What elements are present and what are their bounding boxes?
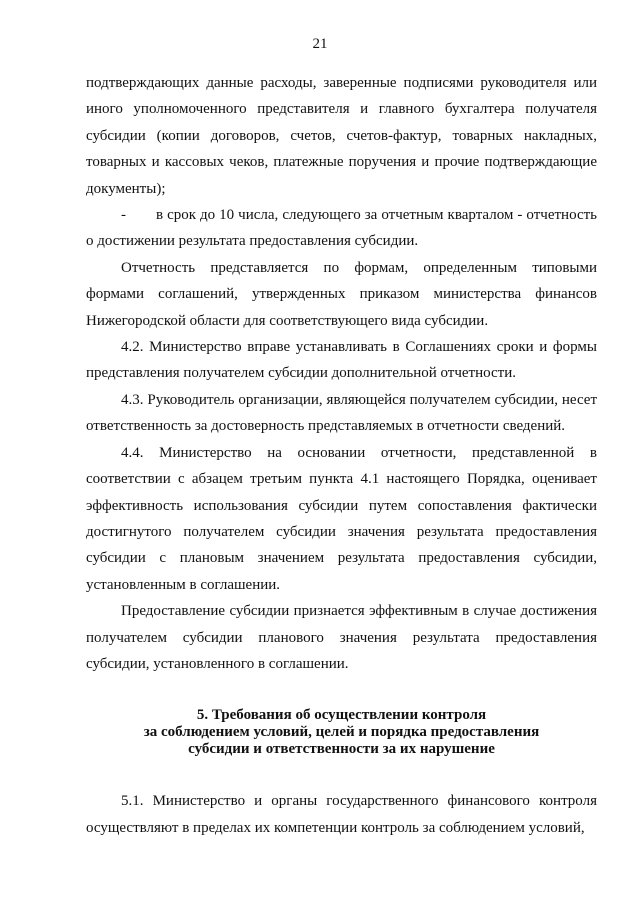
- section-5-heading: [86, 707, 597, 758]
- document-body: [86, 70, 597, 841]
- paragraph-effectiveness: Предоставление субсидии признается эффективным в случае достижения получателем субсидии планового значения результата предоставления субсидии, установленного в соглашении.: [86, 603, 597, 672]
- paragraph-5-1: 5.1. Министерство и органы государственного финансового контроля осуществляют в пределах их компетенции контроль за соблюдением условий,: [86, 793, 597, 836]
- section-title-line: субсидии и ответственности за их нарушение: [188, 741, 495, 758]
- paragraph-reporting-deadline: - в срок до 10 числа, следующего за отчетным кварталом - отчетность о достижении результата предоставления субсидии.: [86, 207, 597, 250]
- paragraph-continuation: подтверждающих данные расходы, заверенные подписями руководителя или иного уполномоченного представителя и главного бухгалтера получателя субсидии (копии договоров, счетов, счетов-фактур, товарных накладных, товарных и кассовых чеков, платежные поручения и прочие подтверждающие документы);: [86, 75, 597, 197]
- page-number: 21: [312, 36, 328, 52]
- paragraph-4-2: 4.2. Министерство вправе устанавливать в Соглашениях сроки и формы представления получателем субсидии дополнительной отчетности.: [86, 339, 597, 382]
- paragraph-4-4: 4.4. Министерство на основании отчетности, представленной в соответствии с абзацем третьим пункта 4.1 настоящего Порядка, оценивает эффективность использования субсидии путем сопоставления фактически достигнутого получателем субсидии значения результата предоставления субсидии с плановым значением результата предоставления субсидии, установленным в соглашении.: [86, 444, 597, 593]
- paragraph-4-3: 4.3. Руководитель организации, являющейся получателем субсидии, несет ответственность за достоверность представляемых в отчетности сведений.: [86, 391, 597, 435]
- section-title-line: за соблюдением условий, целей и порядка предоставления: [143, 724, 540, 741]
- paragraph-report-forms: Отчетность представляется по формам, определенным типовыми формами соглашений, утвержденных приказом министерства финансов Нижегородской области для соответствующего вида субсидии.: [86, 259, 597, 329]
- section-title-line: 5. Требования об осуществлении контроля: [196, 707, 487, 724]
